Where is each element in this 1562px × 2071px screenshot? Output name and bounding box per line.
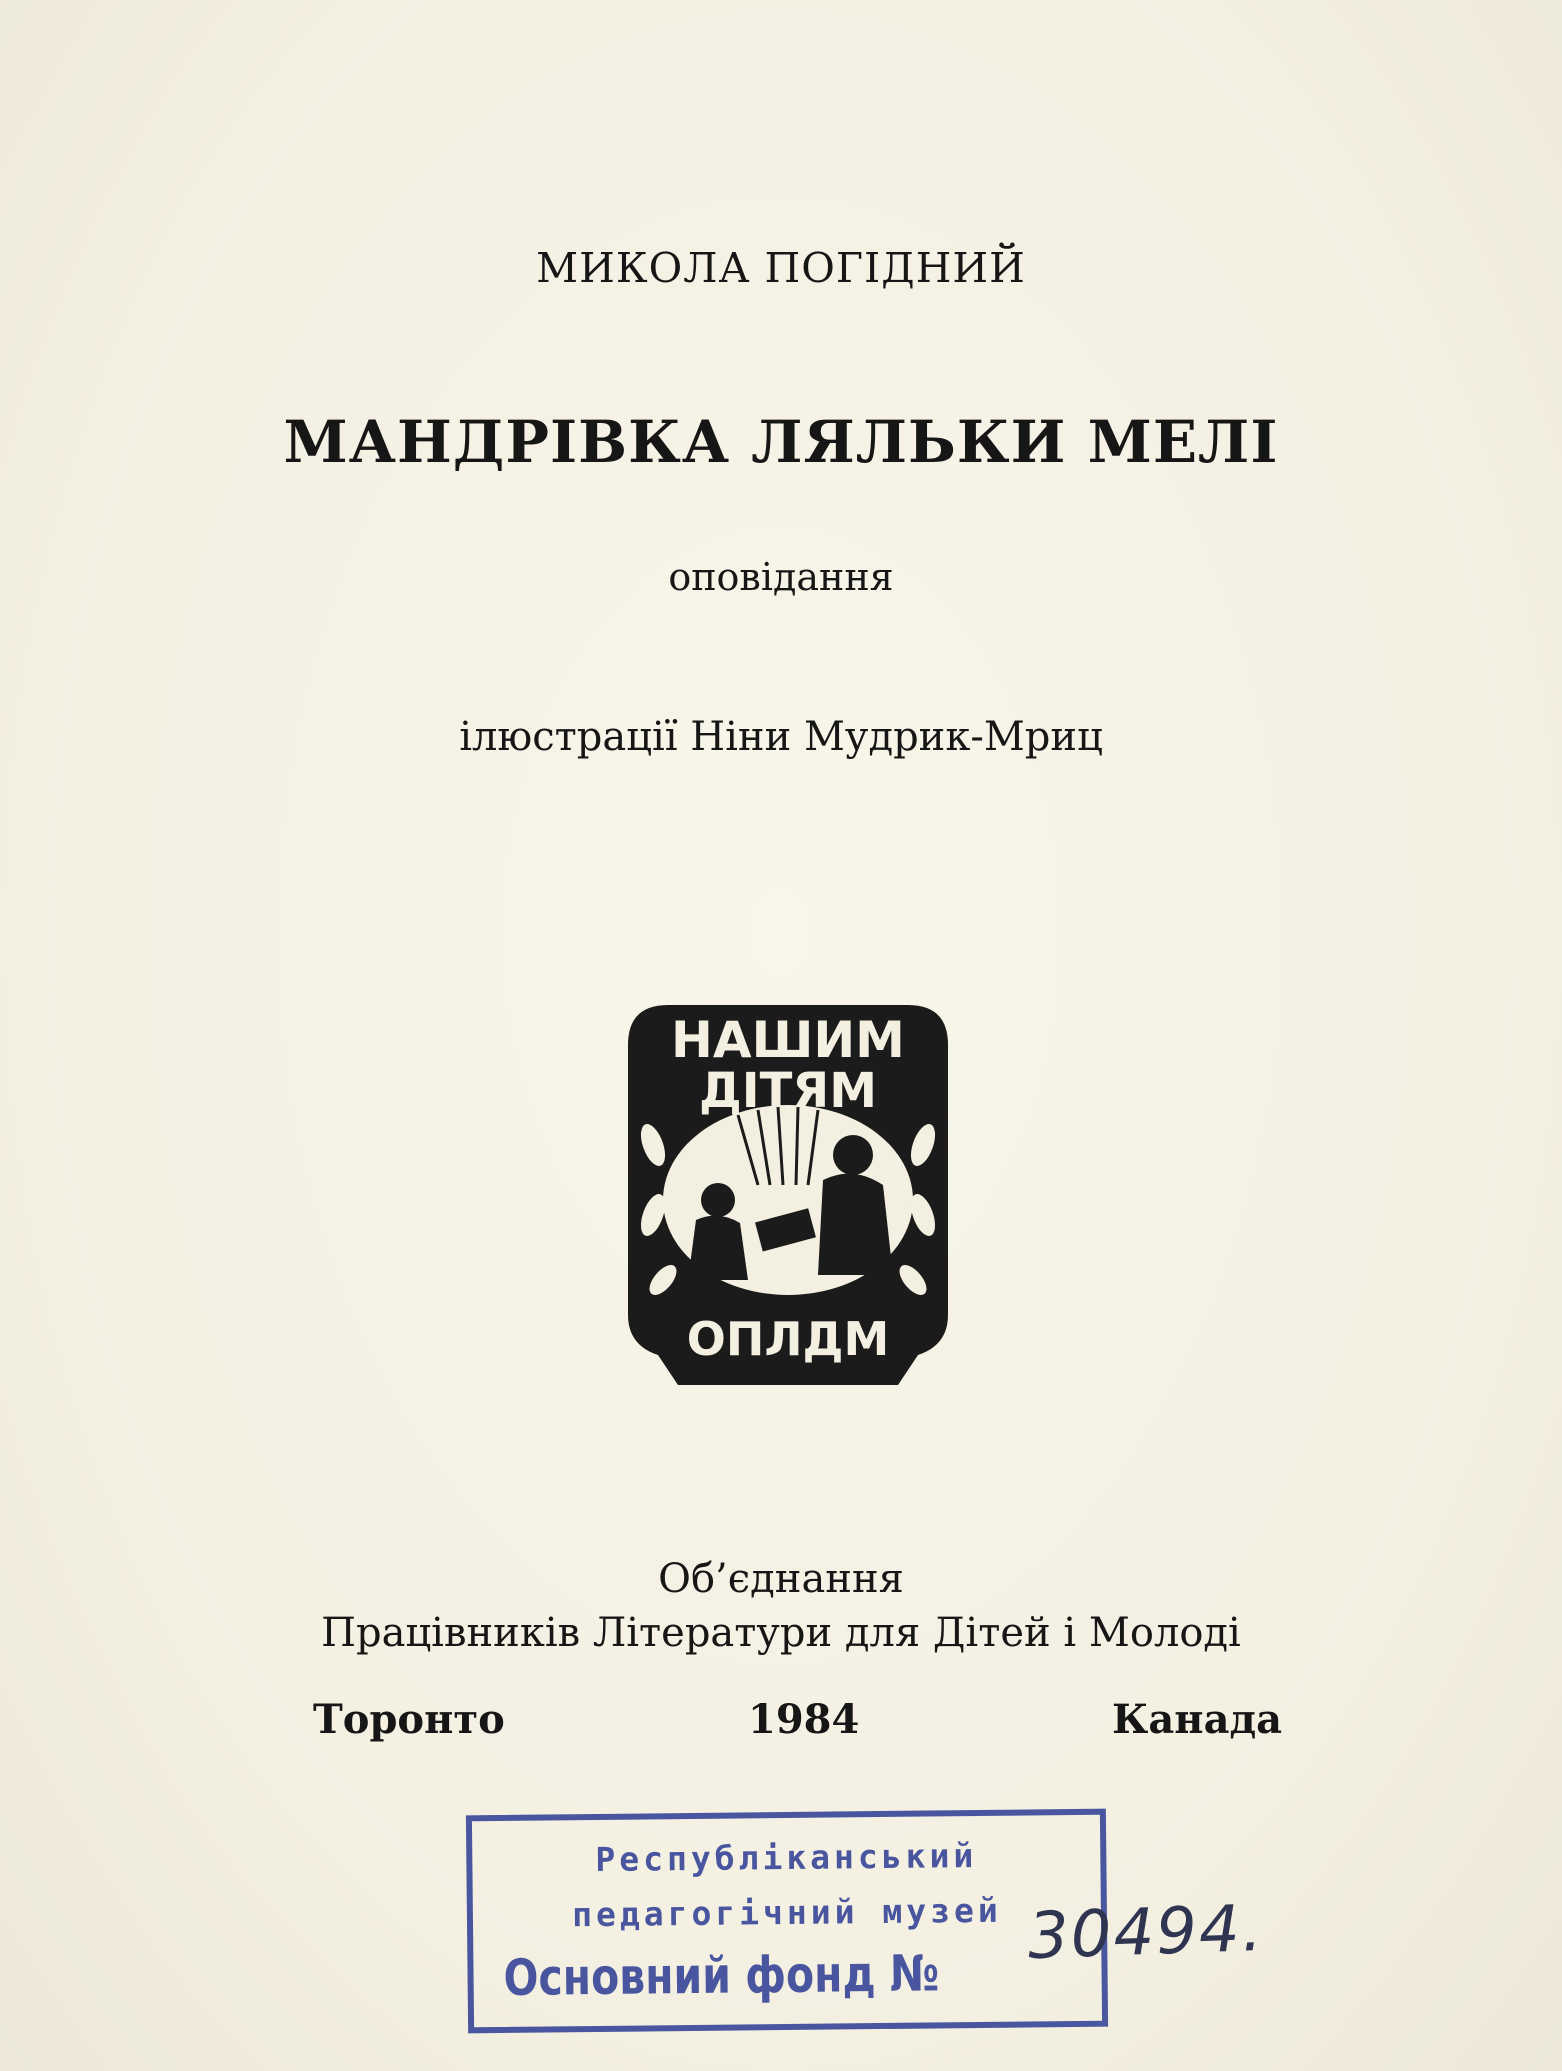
stamp-line-2: педагогічний музей	[571, 1890, 1002, 1935]
stamp-line-1: Республіканський	[595, 1836, 978, 1880]
logo-text-line3: ОПЛДМ	[686, 1312, 890, 1366]
logo-text-line2: ДІТЯМ	[698, 1063, 878, 1119]
illustrator-credit: ілюстрації Ніни Мудрик-Мриц	[459, 714, 1103, 760]
inventory-number: 30494.	[1026, 1891, 1266, 1975]
publisher-line-2: Працівників Літератури для Дітей і Молоді	[321, 1610, 1241, 1656]
library-stamp	[466, 1809, 1108, 2034]
imprint-city: Торонто	[313, 1696, 505, 1743]
logo-text-line1: НАШИМ	[671, 1011, 905, 1069]
imprint-country: Канада	[1112, 1696, 1283, 1743]
stamp-line-3: Основний фонд №	[503, 1944, 940, 2007]
publisher-line-1: Об’єднання	[658, 1556, 904, 1602]
publisher-logo	[608, 985, 968, 1405]
genre-label: оповідання	[668, 555, 894, 599]
author-name: МИКОЛА ПОГІДНИЙ	[536, 244, 1026, 292]
bleed-through-text	[330, 330, 340, 374]
book-title: МАНДРІВКА ЛЯЛЬКИ МЕЛІ	[283, 408, 1279, 476]
imprint-year: 1984	[748, 1696, 860, 1743]
